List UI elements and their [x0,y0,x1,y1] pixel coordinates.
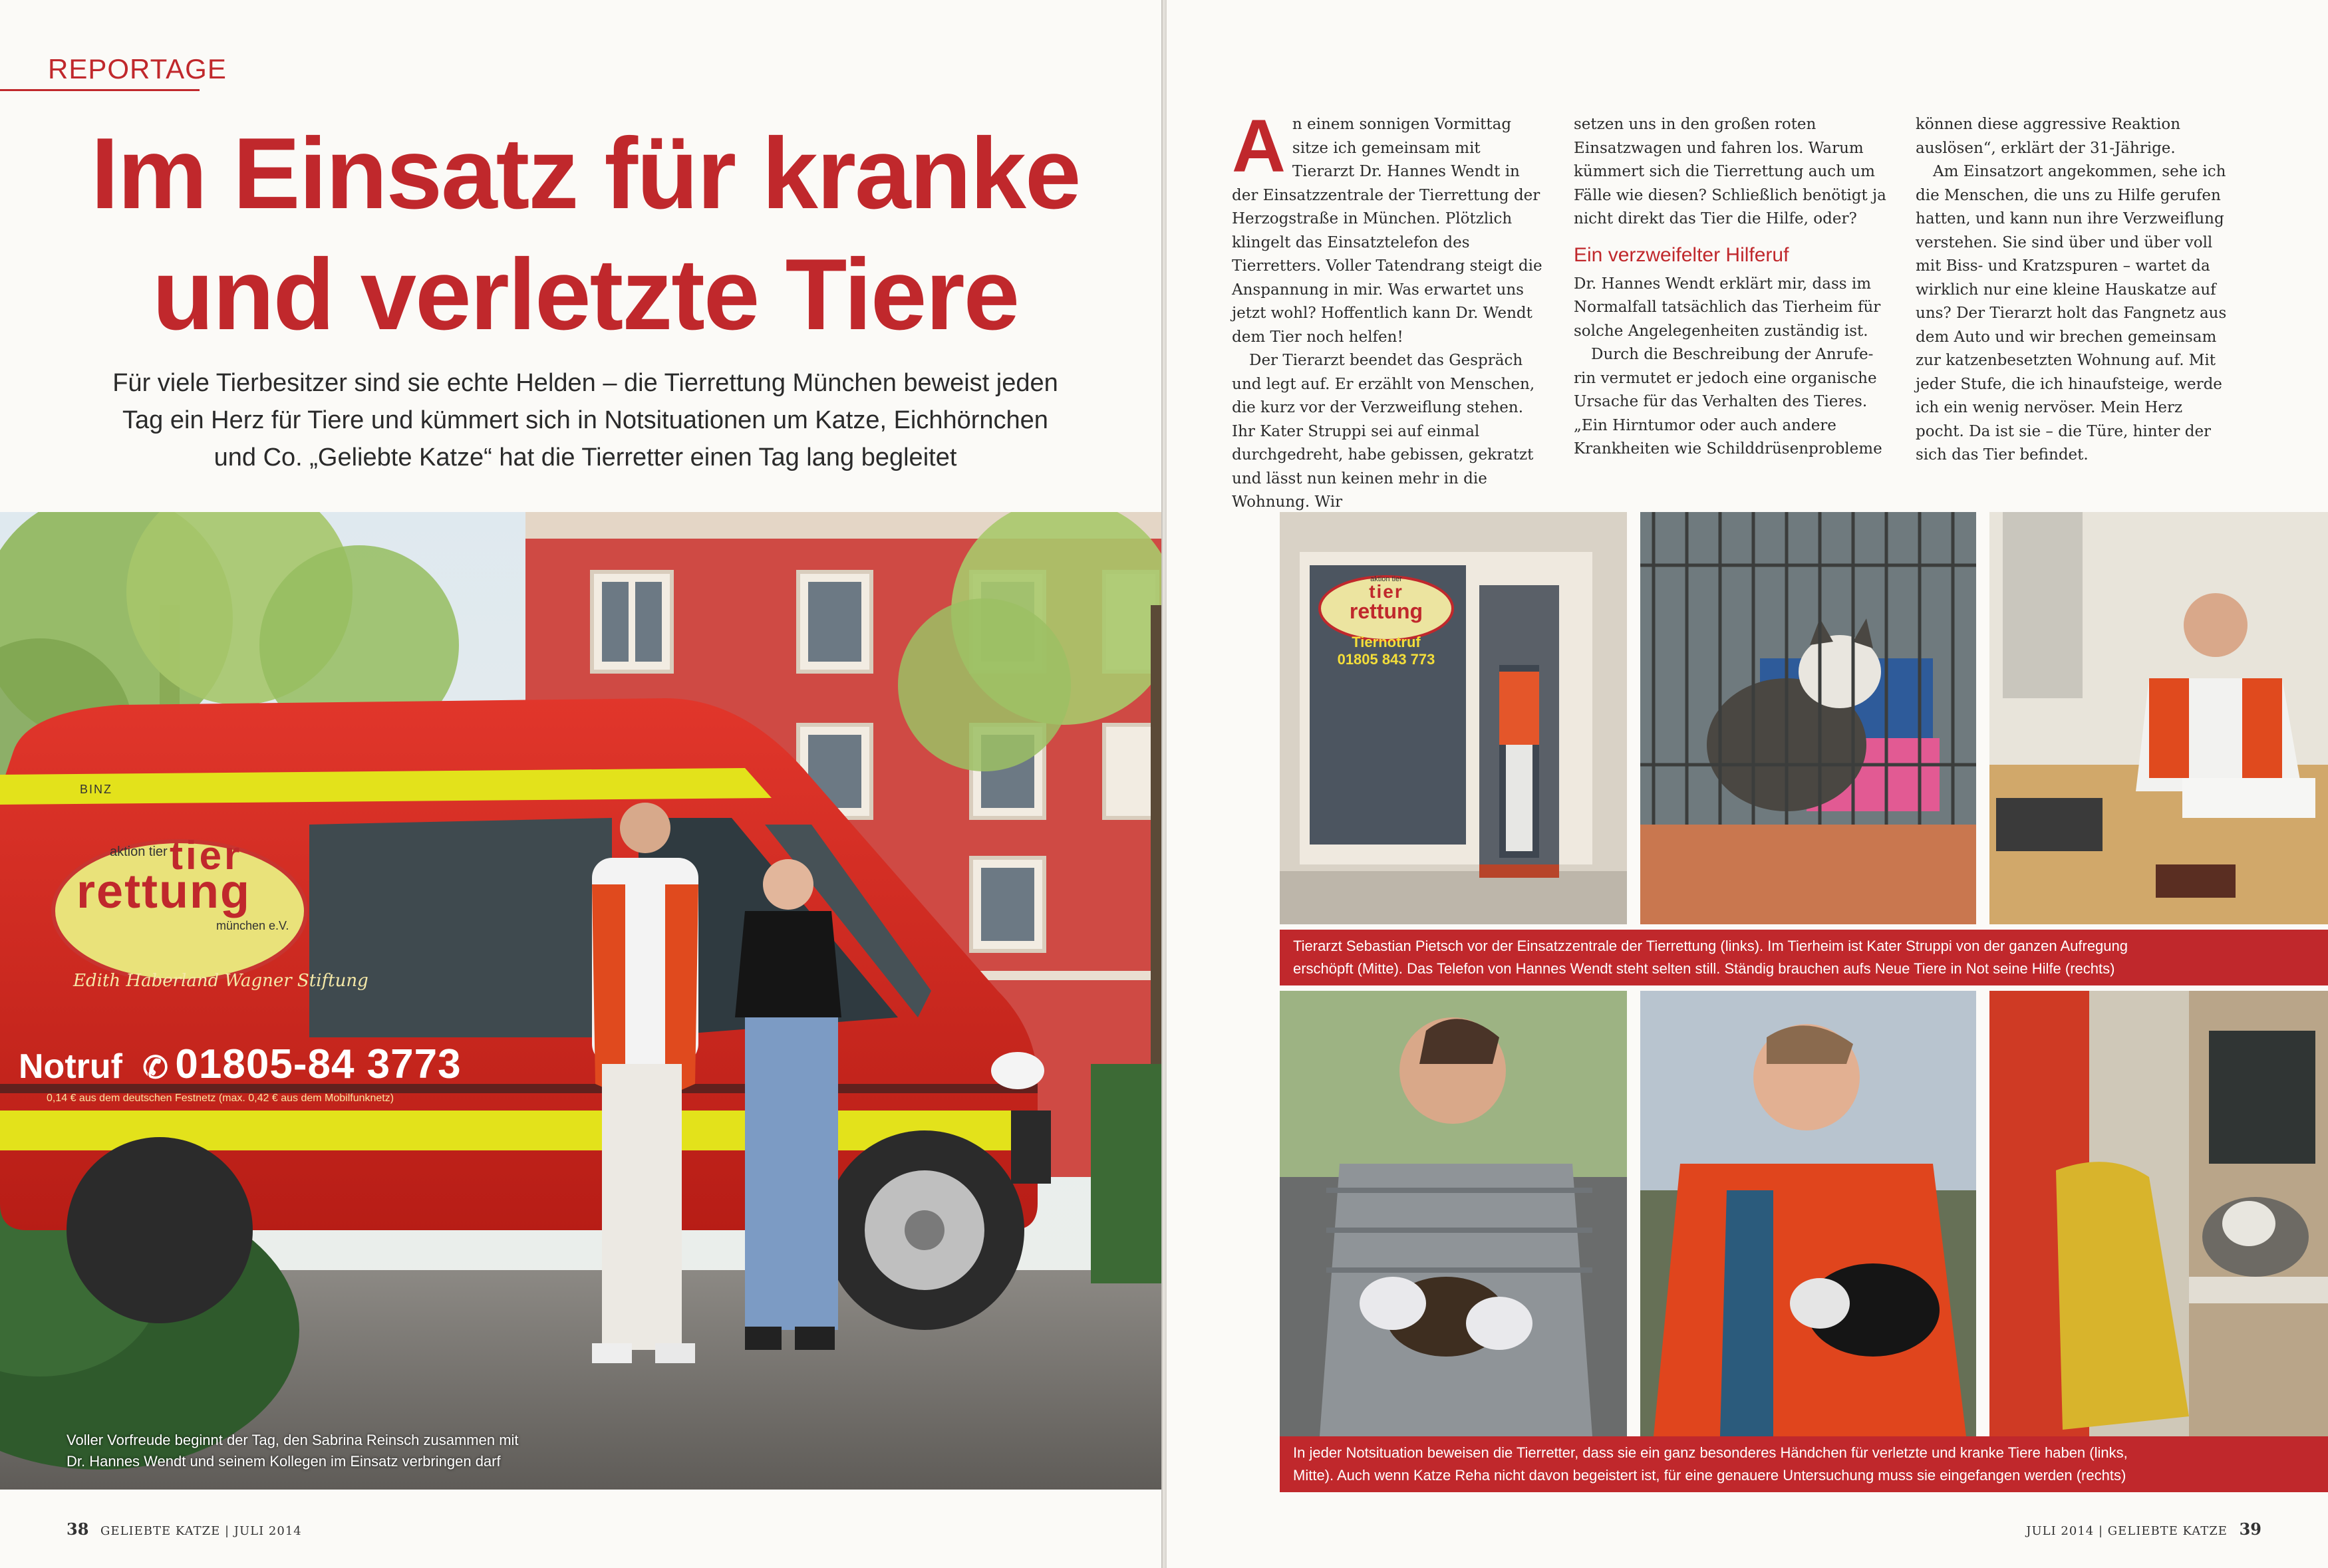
hero-caption [67,1430,665,1472]
van-logo-rettung: rettung [76,865,251,918]
photo-caption-top-line-1: Tierarzt Sebastian Pietsch vor der Einsatzzentrale der Tierrettung (links). Im Tierheim ist Kater Struppi von der ganzen Aufregung [1293,938,2128,954]
folio-left [67,1519,302,1539]
page-number-left: 38 [67,1519,89,1539]
photo-caption-bottom [1280,1436,2328,1492]
hero-caption-line-2: Dr. Hannes Wendt und seinem Kollegen im Einsatz verbringen darf [67,1453,501,1470]
drop-cap: A [1232,104,1286,188]
text-column-1 [1232,104,1544,515]
hero-photo [0,512,1161,1490]
section-rule [0,89,200,91]
lede-line-2: Tag ein Herz für Tiere und kümmert sich in Notsituationen um Katze, Eichhörnchen [122,406,1048,434]
photo-shopfront [1280,512,1627,924]
text-column-3 [1916,113,2228,467]
headline-line-1: Im Einsatz für kranke [90,117,1080,230]
shop-sign-rettung: rettung [1349,599,1423,623]
shop-sign-top: aktion tier [1370,575,1402,583]
van-badge: BINZ [80,783,113,796]
van-logo-tier: tier [170,833,243,878]
col3-paragraph-1: können diese aggressive Reaktion auslösen“, erklärt der 31-Jährige. [1916,116,2181,157]
col2-paragraph-3: Durch die Beschreibung der Anrufe-rin vermutet er jedoch eine organische Ursache für das Verhalten des Tieres. „Ein Hirntumor oder auch andere Krankheiten wie Schilddrüsenprobleme [1574,346,1882,457]
lede-line-3: und Co. „Geliebte Katze“ hat die Tierretter einen Tag lang begleitet [214,444,957,471]
headline-line-2: und verletzte Tiere [152,238,1019,351]
van-sponsor: Edith Haberland Wagner Stiftung [73,971,368,991]
col2-paragraph-2: Dr. Hannes Wendt erklärt mir, dass im Normalfall tatsächlich das Tierheim für solche Angelegenheiten zuständig ist. [1574,275,1881,340]
section-label: REPORTAGE [48,53,227,84]
left-page [0,0,1161,1568]
folio-right [2026,1519,2261,1539]
subheading: Ein verzweifelter Hilferuf [1574,243,1789,266]
shop-sign-tier: tier [1369,581,1403,602]
page-number-right: 39 [2239,1519,2261,1539]
photo-vet-on-phone [1989,512,2328,924]
van-phone: 01805-84 3773 [175,1041,462,1087]
photo-vet-with-crow [1640,991,1976,1436]
van-logo-sub: münchen e.V. [216,919,289,932]
shop-sign-notruf: Tiernotruf [1352,634,1421,650]
hero-caption-line-1: Voller Vorfreude beginnt der Tag, den Sabrina Reinsch zusammen mit [67,1432,519,1448]
folio-text-right: JULI 2014 | GELIEBTE KATZE [2026,1524,2228,1538]
van-notruf-label: Notruf [19,1047,122,1086]
van-notruf [19,1041,462,1088]
photo-vet-with-bird [1280,991,1627,1436]
lede [73,364,1097,476]
photo-caption-bottom-line-1: In jeder Notsituation beweisen die Tierretter, dass sie ein ganz besonderes Händchen für verletzte und kranke Tiere haben (links, [1293,1444,2128,1461]
right-page [1167,0,2328,1568]
photo-cat-capture [1989,991,2328,1436]
shop-sign-phone: 01805 843 773 [1337,651,1435,668]
shop-sign [1320,575,1453,668]
col1-paragraph-1: n einem sonnigen Vormittag sitze ich gemeinsam mit Tierarzt Dr. Hannes Wendt in der Einsatzzentrale der Tierrettung der Herzogstraße in München. Plötzlich klingelt das Einsatztelefon des Tierretters. Voller Tatendrang steigt die Anspannung in mir. Was erwartet uns jetzt wohl? Hoffentlich kann Dr. Wendt dem Tier noch helfen! [1232,116,1542,346]
photo-caption-top [1280,930,2328,985]
van-phone-note: 0,14 € aus dem deutschen Festnetz (max. 0,42 € aus dem Mobilfunknetz) [47,1093,394,1104]
van-logo-top: aktion tier [110,845,168,859]
folio-text-left: GELIEBTE KATZE | JULI 2014 [100,1524,302,1538]
lede-line-1: Für viele Tierbesitzer sind sie echte Helden – die Tierrettung München beweist jeden [112,369,1058,397]
col2-paragraph-1: setzen uns in den großen roten Einsatzwagen und fahren los. Warum kümmert sich die Tierrettung auch um Fälle wie diesen? Schließlich benötigt ja nicht direkt das Tier die Hilfe, oder? [1574,116,1886,227]
spine-gutter [1161,0,1167,1568]
photo-cat-in-cage [1640,512,1976,924]
photo-caption-top-line-2: erschöpft (Mitte). Das Telefon von Hannes Wendt steht selten still. Ständig brauchen aufs Neue Tiere in Not seine Hilfe (rechts) [1293,960,2115,977]
phone-icon: ✆ [142,1050,168,1085]
photo-caption-bottom-line-2: Mitte). Auch wenn Katze Reha nicht davon begeistert ist, für eine genauere Untersuchung muss sie eingefangen werden (rechts) [1293,1467,2126,1484]
headline [73,113,1097,355]
col1-paragraph-2: Der Tierarzt beendet das Gespräch und legt auf. Er erzählt von Menschen, die kurz vor der Verzweiflung stehen. Ihr Kater Struppi sei auf einmal durchgedreht, habe gebissen, gekratzt und lässt nun keinen mehr in die Wohnung. Wir [1232,352,1535,511]
text-column-2 [1574,113,1886,461]
col3-paragraph-2: Am Einsatzort angekommen, sehe ich die Menschen, die uns zu Hilfe gerufen hatten, und kann nun ihre Verzweiflung verstehen. Sie sind über und über voll mit Biss- und Kratzspuren – wartet da wirklich nur eine kleine Hauskatze auf uns? Der Tierarzt holt das Fangnetz aus dem Auto und wir brechen gemeinsam zur katzenbesetzten Wohnung auf. Mit jeder Stufe, die ich hinaufsteige, werde ich ein wenig nervöser. Mein Herz pocht. Da ist sie – die Türe, hinter der sich das Tier befindet. [1916,163,2227,463]
